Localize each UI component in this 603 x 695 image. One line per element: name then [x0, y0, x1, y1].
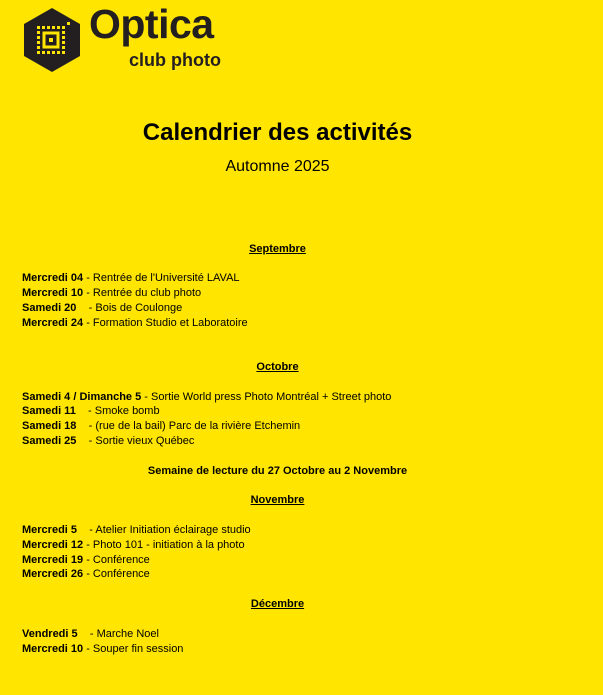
event-description: - (rue de la bail) Parc de la rivière Etchemin [76, 420, 301, 432]
event-item [22, 567, 150, 581]
event-date: Samedi 25 [22, 435, 77, 447]
event-item [22, 404, 160, 418]
event-description: - Marche Noel [77, 628, 159, 640]
event-description: - Rentrée du club photo [83, 287, 202, 299]
event-item [22, 419, 300, 433]
event-description: - Souper fin session [83, 643, 184, 655]
event-item [22, 523, 251, 537]
event-date: Vendredi 5 [22, 628, 78, 640]
logo-subtitle: club photo [129, 50, 221, 70]
event-date: Samedi 20 [22, 302, 77, 314]
reading-week-note: Semaine de lecture du 27 Octobre au 2 Novembre [147, 465, 408, 477]
event-description: - Formation Studio et Laboratoire [83, 317, 248, 329]
month-heading-novembre: Novembre [250, 494, 305, 506]
event-item [22, 301, 182, 315]
event-item [22, 553, 150, 567]
event-date: Samedi 11 [22, 405, 76, 417]
event-item [22, 316, 248, 330]
event-item [22, 434, 194, 448]
event-date: Mercredi 19 [22, 554, 84, 566]
season-subtitle: Automne 2025 [225, 158, 330, 175]
event-description: - Smoke bomb [75, 405, 160, 417]
event-date: Mercredi 04 [22, 272, 84, 284]
optica-logo [22, 1, 221, 72]
event-item [22, 538, 245, 552]
month-heading-septembre: Septembre [249, 243, 306, 255]
month-heading-octobre: Octobre [256, 361, 299, 373]
event-date: Mercredi 5 [22, 524, 78, 536]
event-description: - Rentrée de l'Université LAVAL [83, 272, 240, 284]
event-item [22, 642, 183, 656]
event-description: - Atelier Initiation éclairage studio [77, 524, 251, 536]
event-description: - Bois de Coulonge [76, 302, 183, 314]
event-date: Mercredi 26 [22, 568, 84, 580]
page-title: Calendrier des activités [142, 119, 413, 146]
event-item [22, 286, 201, 300]
event-description: - Conférence [83, 554, 150, 566]
event-date: Mercredi 10 [22, 643, 84, 655]
event-date: Mercredi 12 [22, 539, 84, 551]
logo-hexagon-icon [22, 8, 82, 72]
month-heading-decembre: Décembre [250, 598, 305, 610]
event-description: - Sortie vieux Québec [76, 435, 195, 447]
event-description: - Conférence [83, 568, 150, 580]
event-item [22, 390, 391, 404]
event-item [22, 627, 159, 641]
event-date: Mercredi 24 [22, 317, 84, 329]
event-date: Samedi 4 / Dimanche 5 [22, 391, 142, 403]
event-description: - Sortie World press Photo Montréal + Street photo [141, 391, 392, 403]
event-item [22, 271, 240, 285]
logo-wordmark: Optica [89, 1, 214, 47]
event-date: Samedi 18 [22, 420, 77, 432]
event-date: Mercredi 10 [22, 287, 84, 299]
event-description: - Photo 101 - initiation à la photo [83, 539, 245, 551]
